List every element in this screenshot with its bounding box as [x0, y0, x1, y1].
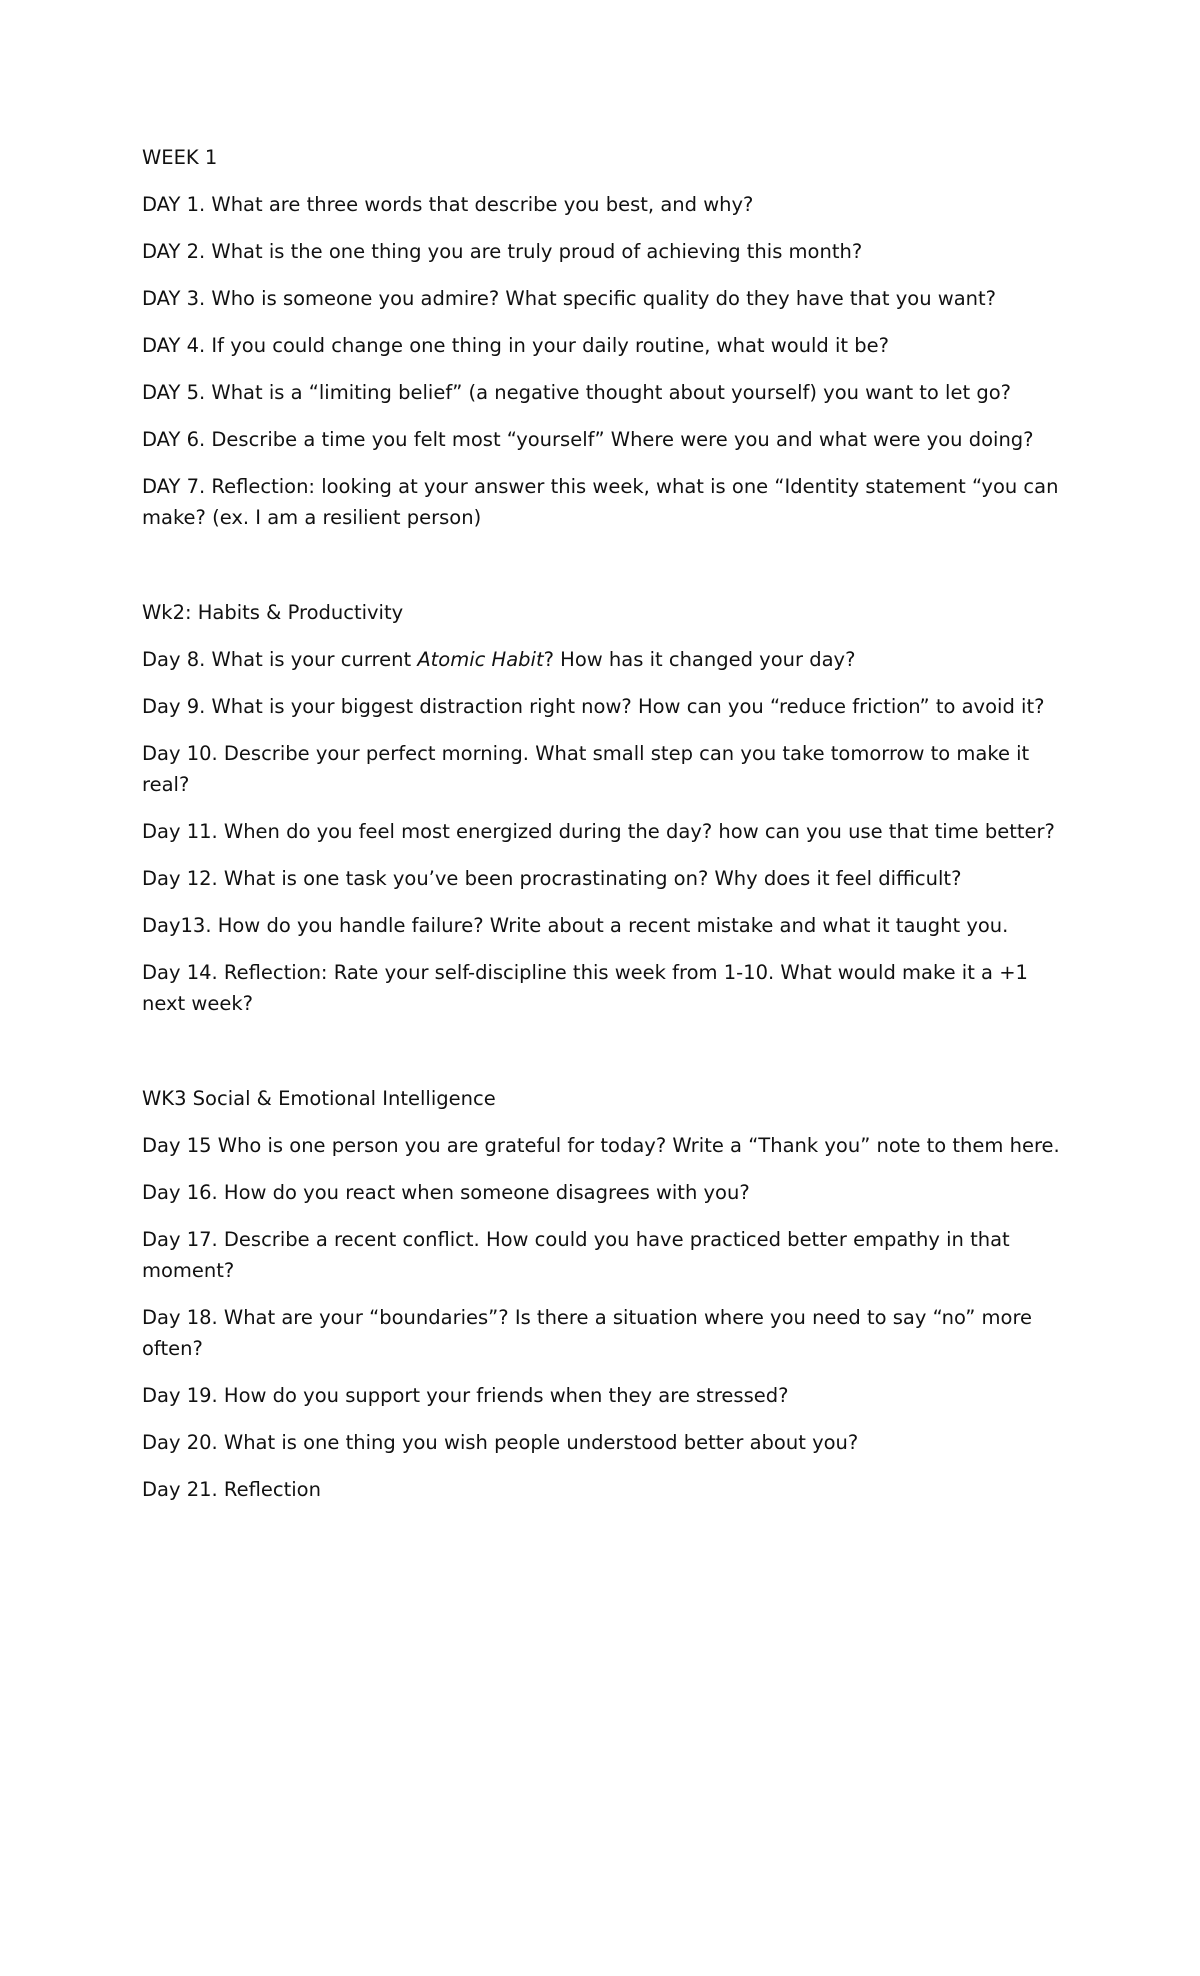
- day8-prefix: Day 8. What is your current: [142, 648, 418, 671]
- week1-day2: DAY 2. What is the one thing you are truly proud of achieving this month?: [142, 240, 863, 263]
- document-page: [142, 142, 1072, 1521]
- section-spacer: [142, 549, 1072, 597]
- week1-day6: DAY 6. Describe a time you felt most “yourself” Where were you and what were you doing?: [142, 428, 1034, 451]
- week1-day3: DAY 3. Who is someone you admire? What specific quality do they have that you want?: [142, 287, 997, 310]
- week3-day21: Day 21. Reflection: [142, 1478, 321, 1501]
- week2-day9: Day 9. What is your biggest distraction right now? How can you “reduce friction” to avoid it?: [142, 695, 1045, 718]
- week2-day12: Day 12. What is one task you’ve been procrastinating on? Why does it feel difficult?: [142, 867, 962, 890]
- week1-day1: DAY 1. What are three words that describe you best, and why?: [142, 193, 754, 216]
- week3-heading: WK3 Social & Emotional Intelligence: [142, 1087, 496, 1110]
- week1-heading: WEEK 1: [142, 146, 218, 169]
- week1-day4: DAY 4. If you could change one thing in your daily routine, what would it be?: [142, 334, 889, 357]
- section-spacer: [142, 1035, 1072, 1083]
- week3-day17: Day 17. Describe a recent conflict. How could you have practiced better empathy in that moment?: [142, 1228, 1010, 1282]
- week2-day8: [142, 644, 1072, 675]
- week2-day11: Day 11. When do you feel most energized during the day? how can you use that time better?: [142, 820, 1055, 843]
- week3-day18: Day 18. What are your “boundaries”? Is there a situation where you need to say “no” more often?: [142, 1306, 1033, 1360]
- week1-day5: DAY 5. What is a “limiting belief” (a negative thought about yourself) you want to let go?: [142, 381, 1011, 404]
- day8-italic-title: Atomic Habit: [417, 648, 544, 671]
- week2-day10: Day 10. Describe your perfect morning. What small step can you take tomorrow to make it real?: [142, 742, 1030, 796]
- week3-day20: Day 20. What is one thing you wish people understood better about you?: [142, 1431, 859, 1454]
- week2-day13: Day13. How do you handle failure? Write about a recent mistake and what it taught you.: [142, 914, 1009, 937]
- week3-day16: Day 16. How do you react when someone disagrees with you?: [142, 1181, 750, 1204]
- week3-day15: Day 15 Who is one person you are grateful for today? Write a “Thank you” note to them here.: [142, 1134, 1060, 1157]
- week2-heading: Wk2: Habits & Productivity: [142, 601, 404, 624]
- week3-day19: Day 19. How do you support your friends when they are stressed?: [142, 1384, 789, 1407]
- day8-suffix: ? How has it changed your day?: [543, 648, 856, 671]
- week1-day7: DAY 7. Reflection: looking at your answer this week, what is one “Identity statement “you can make? (ex. I am a resilient person): [142, 475, 1059, 529]
- week2-day14: Day 14. Reflection: Rate your self-discipline this week from 1-10. What would make it a +1 next week?: [142, 961, 1028, 1015]
